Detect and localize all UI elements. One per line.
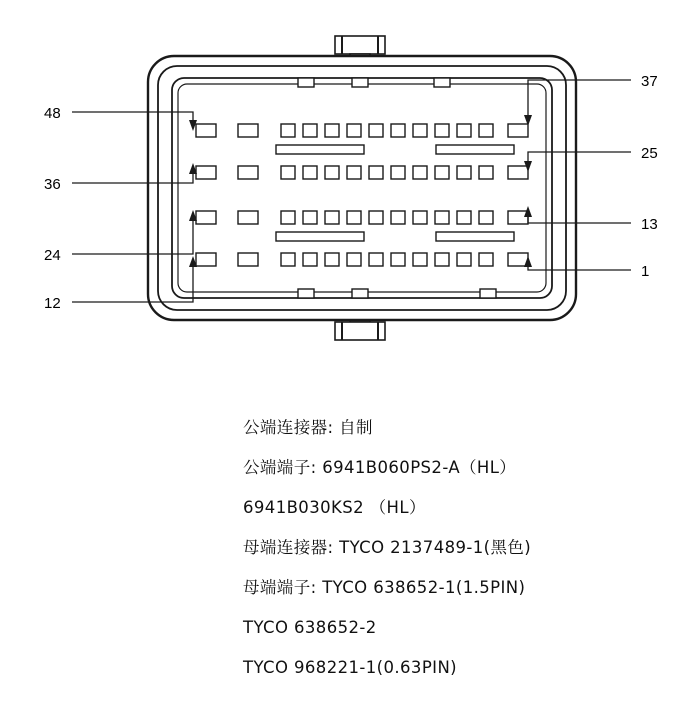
housing-slot-2 <box>276 232 364 241</box>
pin-pad-r0-c11 <box>479 124 493 137</box>
pin-label-13: 13 <box>641 216 658 233</box>
pin-pad-r0-c10 <box>457 124 471 137</box>
pin-pad-r0-c8 <box>413 124 427 137</box>
latch-tab-bottom-2 <box>480 289 496 298</box>
pin-pad-r1-c11 <box>479 166 493 179</box>
pin-pad-r0-c7 <box>391 124 405 137</box>
pin-pad-r1-c1 <box>238 166 258 179</box>
pin-pad-r2-c3 <box>303 211 317 224</box>
pin-pad-r3-c1 <box>238 253 258 266</box>
pin-pad-r2-c6 <box>369 211 383 224</box>
pin-pad-r3-c3 <box>303 253 317 266</box>
pin-pad-r1-c7 <box>391 166 405 179</box>
pin-pad-r1-c6 <box>369 166 383 179</box>
latch-tab-top-1 <box>352 78 368 87</box>
pin-pad-r0-c6 <box>369 124 383 137</box>
pin-pad-r1-c4 <box>325 166 339 179</box>
latch-tab-bottom-1 <box>352 289 368 298</box>
pin-pad-r1-c5 <box>347 166 361 179</box>
pin-pad-r3-c4 <box>325 253 339 266</box>
spec-line-female-terminal: 母端端子: TYCO 638652-1(1.5PIN) <box>243 578 526 597</box>
spec-line-male-terminal-2: 6941B030KS2 （HL） <box>243 498 426 517</box>
pin-pad-r1-c2 <box>281 166 295 179</box>
pin-pad-r2-c5 <box>347 211 361 224</box>
pin-pad-r0-c3 <box>303 124 317 137</box>
pin-pad-r0-c9 <box>435 124 449 137</box>
pin-pad-r3-c0 <box>196 253 216 266</box>
pin-label-36: 36 <box>44 176 61 193</box>
pin-pad-r0-c12 <box>508 124 528 137</box>
pin-label-24: 24 <box>44 247 61 264</box>
housing-slot-1 <box>436 145 514 154</box>
pin-pad-r0-c4 <box>325 124 339 137</box>
pin-pad-r3-c5 <box>347 253 361 266</box>
pin-pad-r3-c10 <box>457 253 471 266</box>
pin-pad-r2-c12 <box>508 211 528 224</box>
specification-notes <box>243 408 683 688</box>
pin-pad-r1-c9 <box>435 166 449 179</box>
pin-pad-r2-c7 <box>391 211 405 224</box>
pin-label-48: 48 <box>44 105 61 122</box>
pin-pad-r2-c9 <box>435 211 449 224</box>
pin-pad-r2-c4 <box>325 211 339 224</box>
pin-pad-r3-c11 <box>479 253 493 266</box>
pin-pad-r1-c0 <box>196 166 216 179</box>
latch-tab-bottom-0 <box>298 289 314 298</box>
pin-pad-r2-c0 <box>196 211 216 224</box>
pin-pad-r0-c0 <box>196 124 216 137</box>
pin-pad-r3-c8 <box>413 253 427 266</box>
pin-label-25: 25 <box>641 145 658 162</box>
pin-pad-r0-c1 <box>238 124 258 137</box>
pin-label-12: 12 <box>44 295 61 312</box>
pin-pad-r0-c2 <box>281 124 295 137</box>
spec-line-female-terminal-2: TYCO 638652-2 <box>243 618 377 637</box>
pin-pad-r3-c6 <box>369 253 383 266</box>
pin-pad-r1-c12 <box>508 166 528 179</box>
housing-slot-0 <box>276 145 364 154</box>
pin-pad-r3-c7 <box>391 253 405 266</box>
pin-pad-r3-c2 <box>281 253 295 266</box>
housing-slot-3 <box>436 232 514 241</box>
spec-line-male-terminal: 公端端子: 6941B060PS2-A（HL） <box>243 458 517 477</box>
pin-label-37: 37 <box>641 73 658 90</box>
pin-pad-r1-c3 <box>303 166 317 179</box>
pin-pad-r2-c11 <box>479 211 493 224</box>
pin-pad-r2-c2 <box>281 211 295 224</box>
pin-pad-r2-c10 <box>457 211 471 224</box>
latch-tab-top-2 <box>434 78 450 87</box>
spec-line-female-connector: 母端连接器: TYCO 2137489-1(黑色) <box>243 538 532 557</box>
pin-pad-r3-c9 <box>435 253 449 266</box>
pin-pad-r0-c5 <box>347 124 361 137</box>
pin-pad-r1-c10 <box>457 166 471 179</box>
pin-pad-r2-c1 <box>238 211 258 224</box>
latch-tab-top-0 <box>298 78 314 87</box>
pin-pad-r1-c8 <box>413 166 427 179</box>
spec-line-male-connector: 公端连接器: 自制 <box>243 418 373 437</box>
pin-pad-r3-c12 <box>508 253 528 266</box>
pin-pad-r2-c8 <box>413 211 427 224</box>
spec-line-female-terminal-3: TYCO 968221-1(0.63PIN) <box>243 658 458 677</box>
pin-label-1: 1 <box>641 263 650 280</box>
